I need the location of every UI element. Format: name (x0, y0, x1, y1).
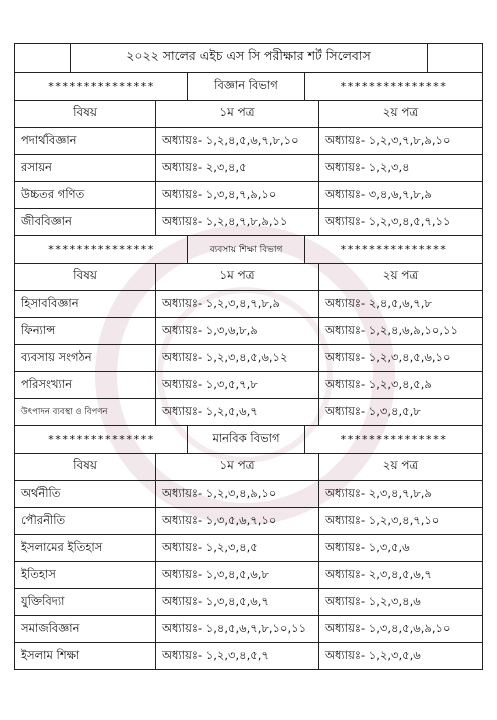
department-row (15, 426, 482, 454)
subject-cell: ফিন্যান্স (15, 318, 156, 344)
table-row (15, 318, 482, 345)
paper1-chapters-cell: অধ্যায়ঃ- ১,৩,৪,৭,৯,১০ (156, 182, 319, 208)
paper2-chapters-cell: অধ্যায়ঃ- ১,২,৩,৪,৫,৯ (325, 376, 432, 391)
paper1-chapters-cell: অধ্যায়ঃ- ২,৩,৪,৫ (156, 155, 319, 181)
header-paper1: ১ম পত্র (156, 454, 319, 480)
subject-cell: জীববিজ্ঞান (15, 209, 156, 235)
column-header-row (15, 101, 482, 128)
paper1-chapters-cell: অধ্যায়ঃ- ১,২,৩,৪,৯,১০ (156, 481, 319, 507)
paper1-chapters-cell: অধ্যায়ঃ- ১,২,৩,৪,৭,৮,৯ (156, 291, 319, 317)
paper1-chapters-cell: অধ্যায়ঃ- ১,২,৪,৫,৬,৭,৮,১০ (156, 128, 319, 154)
header-subject: বিষয় (15, 264, 156, 290)
table-row (15, 399, 482, 426)
subject-cell: ইসলামের ইতিহাস (15, 535, 156, 561)
header-subject: বিষয় (15, 101, 156, 127)
stars-left: *************** (47, 80, 155, 93)
syllabus-table (14, 43, 483, 670)
paper1-chapters-cell: অধ্যায়ঃ- ১,২,৩,৪,৫,৭ (156, 643, 319, 669)
subject-cell: উৎপাদন ব্যবস্থা ও বিপণন (15, 399, 156, 425)
department-row (15, 236, 482, 264)
table-row (15, 562, 482, 589)
table-row (15, 535, 482, 562)
paper1-chapters-cell: অধ্যায়ঃ- ১,৩,৪,৫,৬,৮ (156, 562, 319, 588)
paper2-chapters-cell: অধ্যায়ঃ- ১,২,৩,৪,৭,১০ (325, 512, 440, 527)
table-row (15, 155, 482, 182)
stars-right: *************** (340, 433, 447, 446)
column-header-row (15, 264, 482, 291)
header-paper2: ২য় পত্র (382, 458, 419, 472)
header-paper1: ১ম পত্র (156, 264, 319, 290)
department-name: ব্যবসায় শিক্ষা বিভাগ (187, 236, 305, 263)
paper2-chapters-cell: অধ্যায়ঃ- ১,৩,৪,৫,৮ (325, 403, 421, 418)
table-row (15, 182, 482, 209)
table-row (15, 372, 482, 399)
paper2-chapters-cell: অধ্যায়ঃ- ১,২,৩,৪ (325, 159, 410, 174)
subject-cell: পদার্থবিজ্ঞান (15, 128, 156, 154)
paper1-chapters-cell: অধ্যায়ঃ- ১,২,৩,৪,৫ (156, 535, 319, 561)
department-row (15, 73, 482, 101)
paper2-chapters-cell: অধ্যায়ঃ- ২,৪,৫,৬,৭,৮ (325, 295, 432, 310)
paper2-chapters-cell: অধ্যায়ঃ- ১,২,৩,৪,৬ (325, 593, 421, 608)
table-row (15, 291, 482, 318)
subject-cell: উচ্চতর গণিত (15, 182, 156, 208)
paper2-chapters-cell: অধ্যায়ঃ- ১,৩,৫,৬ (325, 539, 410, 554)
paper1-chapters-cell: অধ্যায়ঃ- ১,৩,৪,৫,৬,৭ (156, 589, 319, 615)
paper2-chapters-cell: অধ্যায়ঃ- ১,২,৩,৫,৬ (325, 647, 421, 662)
stars-right: *************** (340, 80, 447, 93)
paper2-chapters-cell: অধ্যায়ঃ- ১,২,৩,৪,৫,৬,১০ (325, 349, 451, 364)
table-row (15, 128, 482, 155)
subject-cell: হিসাববিজ্ঞান (15, 291, 156, 317)
subject-cell: পৌরনীতি (15, 508, 156, 534)
subject-cell: সমাজবিজ্ঞান (15, 616, 156, 642)
paper2-chapters-cell: অধ্যায়ঃ- ২,৩,৪,৫,৬,৭ (325, 566, 432, 581)
column-header-row (15, 454, 482, 481)
header-subject: বিষয় (15, 454, 156, 480)
subject-cell: ইসলাম শিক্ষা (15, 643, 156, 669)
paper2-chapters-cell: অধ্যায়ঃ- ১,২,৪,৬,৯,১০,১১ (325, 322, 458, 337)
table-row (15, 345, 482, 372)
paper1-chapters-cell: অধ্যায়ঃ- ১,২,৫,৬,৭ (156, 399, 319, 425)
sections-container (15, 73, 482, 669)
department-name: মানবিক বিভাগ (187, 426, 305, 453)
table-row (15, 643, 482, 669)
subject-cell: রসায়ন (15, 155, 156, 181)
stars-right: *************** (340, 243, 447, 256)
stars-left: *************** (47, 433, 155, 446)
paper1-chapters-cell: অধ্যায়ঃ- ১,২,৩,৪,৫,৬,১২ (156, 345, 319, 371)
header-paper1: ১ম পত্র (156, 101, 319, 127)
paper2-chapters-cell: অধ্যায়ঃ- ১,২,৩,৭,৮,৯,১০ (325, 132, 451, 147)
table-row (15, 616, 482, 643)
title-row (15, 44, 482, 73)
department-name: বিজ্ঞান বিভাগ (187, 73, 305, 100)
table-row (15, 209, 482, 236)
paper2-chapters-cell: অধ্যায়ঃ- ১,২,৩,৪,৫,৭,১১ (325, 213, 451, 228)
header-paper2: ২য় পত্র (382, 268, 419, 282)
paper2-chapters-cell: অধ্যায়ঃ- ১,৩,৪,৫,৬,৯,১০ (325, 620, 451, 635)
table-row (15, 589, 482, 616)
subject-cell: অর্থনীতি (15, 481, 156, 507)
subject-cell: ব্যবসায় সংগঠন (15, 345, 156, 371)
paper1-chapters-cell: অধ্যায়ঃ- ১,৪,৫,৬,৭,৮,১০,১১ (156, 616, 319, 642)
paper1-chapters-cell: অধ্যায়ঃ- ১,৩,৫,৬,৭,১০ (156, 508, 319, 534)
paper1-chapters-cell: অধ্যায়ঃ- ১,৩,৬,৮,৯ (156, 318, 319, 344)
paper2-chapters-cell: অধ্যায়ঃ- ৩,৪,৬,৭,৮,৯ (325, 186, 432, 201)
header-paper2: ২য় পত্র (382, 105, 419, 119)
stars-left: *************** (47, 243, 155, 256)
table-row (15, 481, 482, 508)
subject-cell: পরিসংখ্যান (15, 372, 156, 398)
paper1-chapters-cell: অধ্যায়ঃ- ১,৩,৫,৭,৮ (156, 372, 319, 398)
subject-cell: ইতিহাস (15, 562, 156, 588)
subject-cell: যুক্তিবিদ্যা (15, 589, 156, 615)
paper2-chapters-cell: অধ্যায়ঃ- ২,৩,৪,৭,৮,৯ (325, 485, 432, 500)
paper1-chapters-cell: অধ্যায়ঃ- ১,২,৪,৭,৮,৯,১১ (156, 209, 319, 235)
page-title: ২০২২ সালের এইচ এস সি পরীক্ষার শর্ট সিলেবাস (70, 44, 428, 72)
table-row (15, 508, 482, 535)
